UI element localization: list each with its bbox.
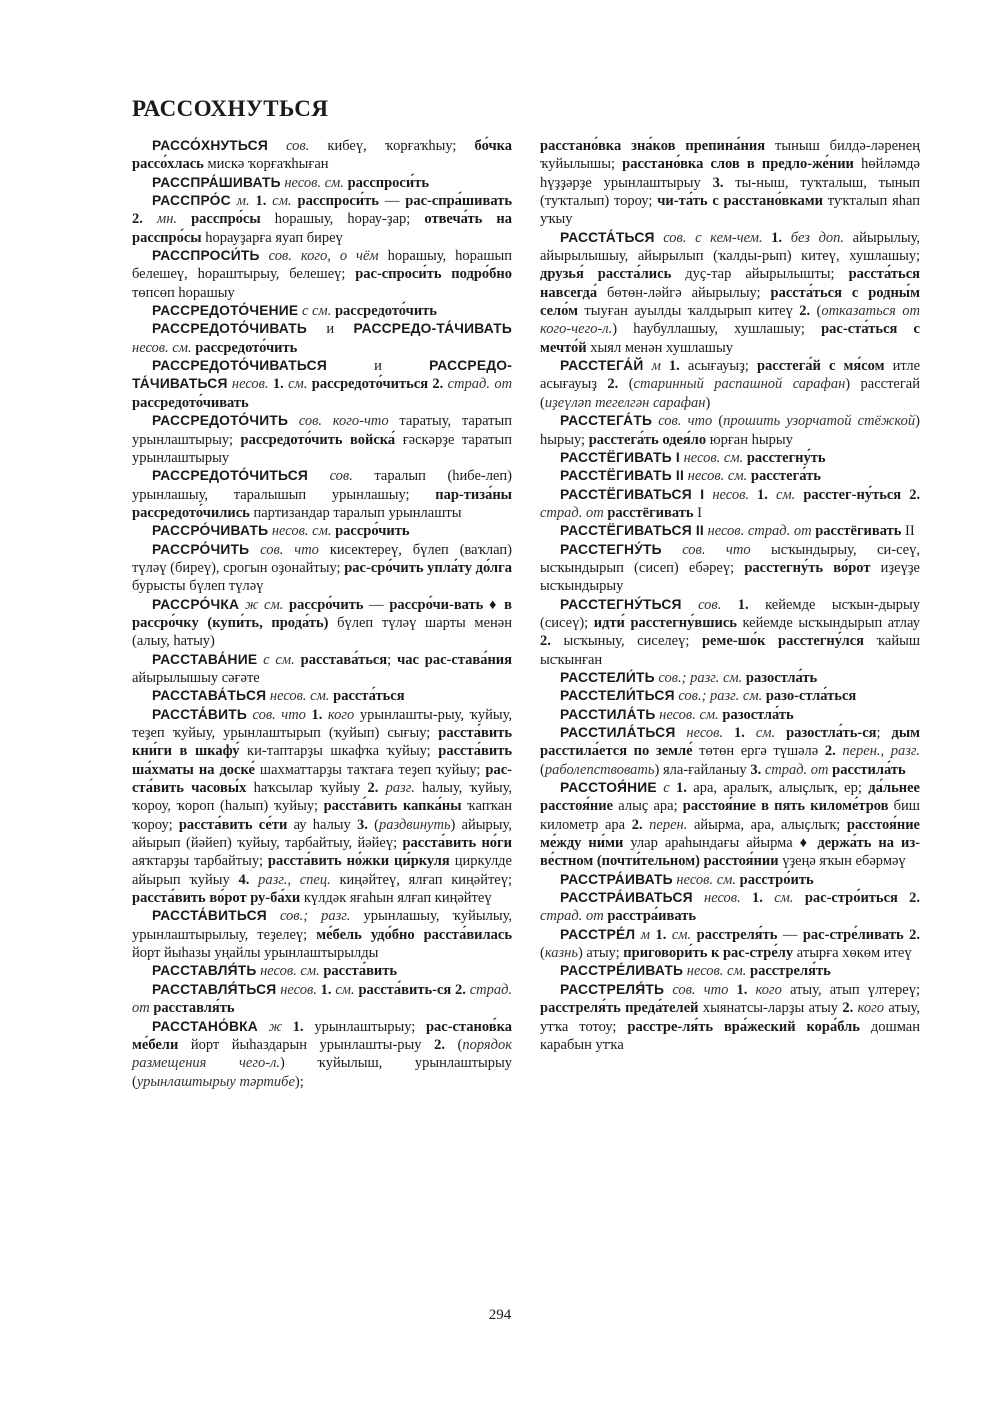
left-column-entry: РАССТАВА́ТЬСЯ несов. см. расста́ться [152, 688, 405, 705]
right-column-entry: РАССТРЕ́ЛИВАТЬ несов. см. расстреля́ть [560, 963, 831, 980]
page-number: 294 [488, 1307, 512, 1323]
left-column-entry: РАССТАНО́ВКА ж 1. урынлаштырыу; рас-станов́ка ме́бели йорт йыһаздарын урынлашты-рыу 2. (порядок размещения чего-л.) ҡуйылыш, урынлаштырыу (урынлаштырыу тәртибе); [132, 1018, 512, 1090]
right-column-entry: РАССТРА́ИВАТЬСЯ несов. 1. см. рас-стро́иться 2. страд. от расстра́ивать [540, 890, 921, 925]
left-column-entry: РАССРО́ЧИВАТЬ несов. см. рассро́чить [152, 523, 410, 540]
left-column-entry: РАССТАВА́НИЕ с см. расстава́ться; час рас-става́ния айырылышыу сәғәте [132, 651, 512, 686]
right-column-entry: РАССТЁГИВАТЬ I несов. см. расстегну́ть [560, 449, 826, 466]
running-head: РАССОХНУТЬСЯ [132, 96, 329, 121]
left-column [132, 137, 512, 1091]
right-column-entry: РАССТИЛА́ТЬСЯ несов. 1. см. разостла́ть-ся; дым расстила́ется по земле́ төтөн ергә түшәлә 2. перен., разг. (раболепствовать) яла-ғайланыу 3. страд. от расстила́ть [540, 725, 921, 778]
left-column-entry: РАССРЕДОТО́ЧИВАТЬ и РАССРЕДО-ТА́ЧИВАТЬ несов. см. рассредото́чить [132, 321, 512, 356]
left-column-entry: РАССТАВЛЯ́ТЬСЯ несов. 1. см. расста́вить-ся 2. страд. от расставля́ть [132, 981, 513, 1017]
right-column-entry: РАССТЕЛИ́ТЬСЯ сов.; разг. см. разо-стла́ться [560, 688, 857, 705]
left-column-entry: РАССРЕДОТО́ЧИВАТЬСЯ и РАССРЕДО-ТА́ЧИВАТЬСЯ несов. 1. см. рассредото́читься 2. страд. от рассредото́чивать [132, 358, 513, 411]
right-column-entry: РАССТЁГИВАТЬСЯ II несов. страд. от расстёгивать II [560, 523, 915, 540]
left-column-entry: РАССТА́ВИТЬ сов. что 1. кого урынлашты-рыу, ҡуйыу, теҙеп ҡуйыу, урынлаштырып (ҡуйып) сығыу; расста́вить кни́ги в шкафу́ ки-таптарҙы шкафҡа ҡуйыу; расста́вить ша́хматы на доске́ шахматтарҙы таҡтаға теҙеп ҡуйыу; рас-ста́вить часовы́х һаҡсылар ҡуйыу 2. разг. һалыу, ҡуйыу, ҡороу, ҡороп (һалып) ҡуйыу; расста́вить капка́ны ҡапҡан ҡороу; расста́вить се́ти ау һалыу 3. (раздвинуть) айырыу, айырып (йәйеп) ҡуйыу, тарбайтыу, йәйеү; расста́вить но́ги аяҡтарҙы тарбайтыу; расста́вить но́жки ци́ркуля циркулде айырып ҡуйыу 4. разг., спец. киңәйтеү, ялғап киңәйтеү; расста́вить во́рот ру-ба́хи күлдәк яғаһын ялғап киңәйтеү [132, 706, 513, 907]
right-column [540, 137, 920, 1054]
right-column-entry: РАССТЁГИВАТЬ II несов. см. расстега́ть [560, 468, 821, 485]
left-column-entry: РАССТА́ВИТЬСЯ сов.; разг. урынлашыу, ҡуйылыу, урынлаштырылыу, теҙелеү; ме́бель удо́бно расста́вилась йорт йыһазы уңайлы урынлаштырылды [132, 908, 512, 962]
right-column-entry: РАССТЕГА́Й м 1. асығауыҙ; расстега́й с мя́сом итле асығауыҙ 2. (старинный распашной сарафан) расстегай (иҙеүләп тегелгән сарафан) [540, 358, 921, 411]
left-column-entry: РАССПРОСИ́ТЬ сов. кого, о чём һорашыу, һорашып белешеү, һораштырыу, белешеү; рас-спроси́ть подро́бно төпсөп һорашыу [132, 248, 512, 301]
left-column-entry: РАССРО́ЧКА ж см. рассро́чить — рассро́чи-вать ♦ в рассро́чку (купи́ть, прода́ть) бүлеп түләү шарты менән (алыу, һатыу) [132, 596, 513, 650]
left-column-entry: РАССПРО́С м. 1. см. расспроси́ть — рас-спра́шивать 2. мн. расспро́сы һорашыу, һорау-ҙар; отвеча́ть на расспро́сы һорауҙарға яуап биреү [132, 193, 513, 246]
right-column-entry: РАССТА́ТЬСЯ сов. с кем-чем. 1. без доп. айырылыу, айырылышыу, айырылып (ҡалды-рып) китеү, хушлашыу; друзья́ расста́лись дуҫ-тар айырылышты; расста́ться навсегда́ бөтөн-ләйгә айырылыу; расста́ться с родны́м село́м тыуған ауылды ҡалдырып китеү 2. (отказаться от кого-чего-л.) һаубуллашыу, хушлашыу; рас-ста́ться с мечто́й хыял менән хушлашыу [540, 229, 920, 356]
right-column-entry: РАССТРА́ИВАТЬ несов. см. расстро́ить [560, 871, 814, 888]
left-column-entry: РАССО́ХНУТЬСЯ сов. кибеү, ҡорғаҡһыу; бо́чка рассо́хлась мискә ҡорғаҡһыған [132, 138, 513, 173]
right-column-entry: РАССТЕЛИ́ТЬ сов.; разг. см. разостла́ть [560, 669, 818, 686]
right-column-entry: РАССТЕГНУ́ТЬСЯ сов. 1. кейемде ысҡын-дырыу (сисеү); идти́ расстегну́вшись кейемде ысҡындырып атлау 2. ысҡыныу, сиселеү; реме-шо́к расстегну́лся ҡайыш ысҡынған [540, 596, 921, 668]
left-column-entry: РАССРЕДОТО́ЧИТЬСЯ сов. таралып (һибе-леп) урынлашыу, таралышып урынлашыу; пар-тиза́ны рассредото́чились партизандар таралып урынлашты [132, 468, 512, 521]
left-column-entry: РАССРО́ЧИТЬ сов. что кисектереү, бүлеп (ваҡлап) түләү (биреү), срогын оҙонайтыу; рас-сро́чить упла́ту до́лга бурысты бүлеп түләү [132, 541, 512, 595]
left-column-entry: РАССТАВЛЯ́ТЬ несов. см. расста́вить [152, 963, 398, 980]
right-column-entry: РАССТРЕ́Л м 1. см. расстреля́ть — рас-стре́ливать 2. (казнь) атыу; приговори́ть к рас-стре́лу атырға хөкөм итеү [540, 926, 921, 962]
right-column-entry: РАССТЕГА́ТЬ сов. что (прошить узорчатой стёжкой) һырыу; расстега́ть одея́ло юрған һырыу [540, 413, 920, 448]
right-column-entry: расстано́вка зна́ков препина́ния тыныш билдә-ләренең ҡуйылышы; расстано́вка слов в предло-же́нии һөйләмдә һүҙҙәрҙе урынлаштырыу 3. ты-ныш, туҡталыш, тынып (туҡталып) тороу; чи-та́ть с расстано́вками туҡталып яһап уҡыу [540, 138, 920, 228]
right-column-entry: РАССТИЛА́ТЬ несов. см. разостла́ть [560, 706, 794, 723]
left-column-entry: РАССРЕДОТО́ЧЕНИЕ с см. рассредото́чить [152, 303, 437, 320]
right-column-entry: РАССТЕГНУ́ТЬ сов. что ысҡындырыу, си-сеү, ысҡындырып (сисеп) ебәреү; расстегну́ть во́рот иҙеүҙе ысҡындырыу [540, 541, 920, 595]
right-column-entry: РАССТЁГИВАТЬСЯ I несов. 1. см. расстег-ну́ться 2. страд. от расстёгивать I [540, 486, 921, 521]
right-column-entry: РАССТРЕЛЯ́ТЬ сов. что 1. кого атыу, атып үлтереү; расстреля́ть преда́телей хыянатсы-ларҙы атыу 2. кого атыу, утҡа тотоу; расстре-ля́ть вра́жеский кора́бль дошман карабын утҡа [540, 981, 920, 1053]
left-column-entry: РАССРЕДОТО́ЧИТЬ сов. кого-что таратыу, таратып урынлаштырыу; рассредото́чить войска́ ғәскәрҙе таратып урынлаштырыу [132, 413, 512, 466]
right-column-entry: РАССТОЯ́НИЕ с 1. ара, аралыҡ, алыҫлыҡ, ер; да́льнее расстоя́ние алыҫ ара; расстоя́ние в пять киломе́тров биш километр ара 2. перен. айырма, ара, алыҫлыҡ; расстоя́ние ме́жду ни́ми улар араһындағы айырма ♦ держа́ть на из-ве́стном (почти́тельном) расстоя́нии үҙеңә яҡын ебәрмәү [540, 780, 920, 870]
left-column-entry: РАССПРА́ШИВАТЬ несов. см. расспроси́ть [152, 174, 429, 191]
